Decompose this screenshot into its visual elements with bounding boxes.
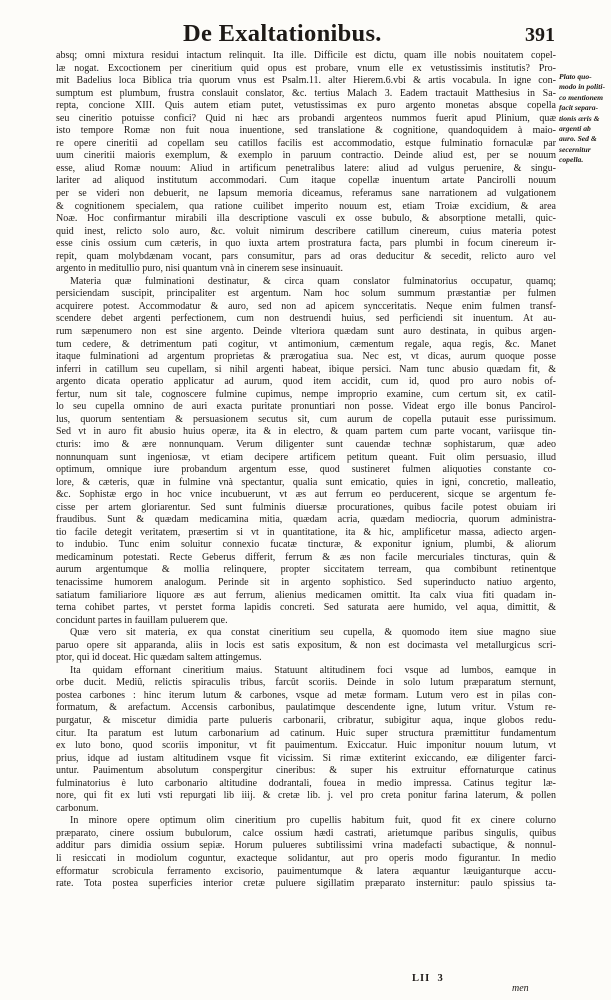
body-text-column	[56, 50, 556, 891]
text-line: re opere cineritii ad copellam seu catillos facilis est accommodatio, estque fulminatio fornaculæ par	[56, 137, 556, 149]
text-line: argento in meditullio puro, nisi quantum vnà in cinerem sese insinuauit.	[56, 263, 343, 275]
text-line: persiciendam suscipit, principaliter est argentum. Nam hoc solum summum præstantiæ per fulmen	[56, 288, 556, 300]
text-line: prius, idque ad iustam altitudinem vsque fit vicissim. Si rimæ extiterint exiccando, eæ diligenter farci-	[56, 752, 556, 764]
margin-note-line: co mentionem	[559, 92, 604, 102]
margin-note-line: modo in politi-	[559, 82, 605, 92]
text-line: Ita quidam effornant cineritium maius. Statuunt altitudinem foci vsque ad lumbos, eamque in	[70, 664, 556, 676]
text-line: fertur, num sit tale, cognoscere fulmine cupimus, nempe improprio examine, cum certum sit, ex catil-	[56, 388, 556, 400]
margin-note-line: secernitur	[559, 144, 591, 154]
text-line: optimum, omnique iure probandum argentum esse, quod sustineret fulmen aliquoties constante co-	[56, 464, 556, 476]
margin-note-line: auro. Sed &	[559, 134, 597, 144]
text-line: postea carbones : hinc iterum lutum & carbones, vsque ad metæ formam. Lutum vero est in pilas con-	[56, 689, 556, 701]
signature-mark	[412, 973, 444, 985]
text-line: concidunt partes in fauillam puluerem que.	[56, 614, 228, 626]
text-line: lore, & cæteris, quæ in fulmine vnà spectantur, qualia sunt emicatio, quies in igni, concretio, malleatio,	[56, 476, 556, 488]
text-line: Quæ vero sit materia, ex qua constat cineritium seu cupella, & quomodo item siue magno siue	[70, 627, 556, 639]
signature-number: 3	[437, 973, 444, 984]
text-line: esse, aliud Romæ nouum: Aliud in artificum penetralibus latere: aliud ad vulgus peruenire, & singu-	[56, 162, 556, 174]
text-line: acquirere potest. Accommodatur & auro, sed non ad apicem syncceritatis. Neque enim fulmen transf-	[56, 300, 556, 312]
page-number: 391	[525, 24, 555, 46]
page-title: De Exaltationibus.	[183, 20, 382, 47]
text-line: lariter ad aliquod institutum accommodari. Cum itaque copellæ inuentum artate Pancirolli nouum	[56, 175, 556, 187]
text-line: repit, quam molybdænam vocant, pars consumitur, pars ad oras deducitur & secedit, relicto auro vel	[56, 250, 556, 262]
text-line: per se videri non debuerit, ne Iapsum memoria diceamus, referamus sane narrationem ad vulgationem	[56, 188, 556, 200]
text-line: nonnunquam sunt ingeniosæ, vt etiam decipere artificem petitum queant. Fuit olim persuasio, illud	[56, 451, 556, 463]
text-line: lus, quorum sententiam & persuasionem secutus sit, cum aurum de copella putauit esse purissimum.	[56, 413, 556, 425]
text-line: esse cinis ossium cum cæteris, in quo iuxta artem prostratura facta, pars plumbi in focum cinereum ir-	[56, 238, 556, 250]
margin-note-line: Plato quo-	[559, 72, 592, 81]
text-line: tio facile detegit veritatem, præsertim si vt in quantitatione, ita & hic, amplificetur massa, adiecto argen-	[56, 526, 556, 538]
text-line: læ nogat. Excoctionem per cineritium quid opus est probare, vnum elle ex vetustissimis institutis? Pro-	[56, 62, 556, 74]
text-line: Noæ. Hoc confirmantur mirabili illa descriptione vasculi ex osse bubulo, & absorptione metalli, quic-	[56, 213, 556, 225]
text-line: fulminatorius è luto carbonario altitudine dodrantali, fouea in medio impressa. Catinus tegitur læ-	[56, 777, 556, 789]
margin-note-line: argenti ab	[559, 124, 591, 134]
text-line: & cognitionem specialem, qua ratione cuilibet imperito nouum est, etiam Troiæ excidium, & area	[56, 200, 556, 212]
text-line: In minore opere optimum olim cineritium pro cupellis habitum fuit, quod fit ex cinere colurno	[70, 815, 556, 827]
text-line: &c. Sophistæ ergo in hoc vnice incubuerunt, vt æs aut ferrum eo perducerent, sicque se argentum fe-	[56, 489, 556, 501]
text-line: tum cedere, & detrimentum pati cogitur, vt antimonium, cæmentum regale, aqua regis, &c. Manet	[56, 338, 556, 350]
text-line: seu cineritio potuisse confici? Quid ni hæc ars probandi argenteos nummos fuerit apud Plinium, quæ	[56, 112, 556, 124]
text-line: nore, qui fit ex luti vsti repurgati lib iiij. & cretæ lib. j. vel pro creta ponitur farina laterum, & pollen	[56, 790, 556, 802]
text-line: medicaminum potestati. Recte Geberus differit, ferrum & æs non facile mercuriales tincturas, quin &	[56, 551, 556, 563]
text-line: purgatur, & miscetur dimidia parte pulueris carbonarii, cribratur, subigitur aqua, inque globos redu-	[56, 714, 556, 726]
text-line: carbonum.	[56, 802, 99, 814]
text-line: fraudibus. Sunt & quædam medicamina mitia, quædam acria, quædam mediocria, quorum administra-	[56, 514, 556, 526]
margin-note	[559, 72, 609, 166]
text-line: rum sæpenumero non est sine argento. Deinde vlteriora quædam sunt auro destinata, in quibus argen-	[56, 326, 556, 338]
running-head	[0, 14, 611, 48]
text-line: tenacissime humorem analogum. Perinde sit in argento sophistico. Sed superinducto natiuo argento,	[56, 576, 556, 588]
text-line: mit Badelius loca Biblica tria quorum vnus est Psalm.11. alter Hierem.6.vbi & artis vocabula. In igne con-	[56, 75, 556, 87]
text-line: ptor, qui id doceat. Hic quædam saltem attingemus.	[56, 652, 262, 664]
text-line: orbe ducit. Mediû, relictis spiraculis tribus, farcût scoriis. Deinde in solo lutum præparatum sternunt,	[56, 677, 556, 689]
text-line: cisse per artem gloriarentur. Sed sunt fulminis diuersæ procurationes, quibus facile potest obuiam iri	[56, 501, 556, 513]
text-line: præparato, cinere ossium bubulorum, calce ossium hædi castrati, arietumque paribus singulis, quibus	[56, 827, 556, 839]
text-line: uum cineritii maioris exemplum, & exemplo in paruum contractio. Deinde aliud est, per se nouum	[56, 150, 556, 162]
text-line: ex luto bono, quod scoriis imponitur, vt fit pauimentum. Exiccatur. Huic imponitur nouum lutum, vt	[56, 740, 556, 752]
margin-note-line: copella.	[559, 155, 584, 165]
text-line: rate. Tota postea superficies interior cretæ puluere sigillatim præparato insternitur: paulo spissius ta-	[56, 878, 556, 890]
text-line: itaque fulminationi ad argentum proprietas & prærogatiua sua. Nec est, vt dicas, aurum quoque posse	[56, 351, 556, 363]
text-line: scendere debet argenti perfectionem, cum non destruendi huius, sed perficiendi sit inuentum. At au-	[56, 313, 556, 325]
text-line: paruo opere sit apparanda, aliis in locis est satis expositum, & non est docimasta vel metallurgicus scri-	[56, 639, 556, 651]
text-line: to indubio. Tunc enim soluitur connexio fucatæ tincturæ, & exponitur ignium, plumbi, & aliorum	[56, 539, 556, 551]
signature-letters: LII	[412, 973, 431, 984]
text-line: Sed vt in auro fit abusio huius operæ, ita & in electro, & quam partem cum parte vocant, variisque tin-	[56, 426, 556, 438]
text-line: isto tempore Romæ non fuit noua inuentione, sed translatione & cognitione, quandoquidem à maio-	[56, 125, 556, 137]
catchword: men	[512, 983, 529, 994]
text-line: citur. Ita paratum est lutum carbonarium ad catinum. Huic super structura præmittitur fundamentum	[56, 727, 556, 739]
text-line: inferri in catillum seu cupellam, si nihil argenti habeat, ibique persici. Nam tunc abusio quædam fit, &	[56, 363, 556, 375]
text-line: untur. Pauimentum absolutum conspergitur cineribus: & super his extruitur effornaturque catinus	[56, 765, 556, 777]
text-line: repta, concione XIII. Quis autem etiam putet, vetustissimas ex puro argento monetas absque copella	[56, 100, 556, 112]
text-line: li resiccati in modiolum coguntur, exacteque solidantur, aut pro operis modo figurantur. In medio	[56, 853, 556, 864]
text-line: quid inest, relicto solo auro, &c. voluit nimirum describere catillum cinereum, cuius materia potest	[56, 225, 556, 237]
text-line: formatum, & arefactum. Accensis carbonibus, paulatimque descendente igne, lutum vritur. Vstum re-	[56, 702, 556, 714]
text-line: additur pars dimidia ossium sepiæ. Horum pulueres subtilissimi vrina madefacti subactique, & nonnul-	[56, 840, 556, 852]
text-line: Materia quæ fulminationi destinatur, & circa quam conslator fulminatorius occupatur, quamq;	[70, 275, 556, 287]
text-line: efformatur scrobicula ferramento excisorio, pauimentumque & latera æquantur læuiganturque accu-	[56, 865, 556, 877]
margin-note-line: facit separa-	[559, 103, 599, 113]
text-line: absq; omni mixtura residui intactum relinquit. Ita ille. Difficile est dictu, quam ille nobis nouitatem copel-	[56, 50, 556, 61]
text-line: cturis: imo & ære nonnunquam. Verum diligenter sunt cauendæ technæ sophistarum, quæ adeo	[56, 438, 556, 450]
text-line: sumptum est plumbum, frustra conslauit conslator, &c. tertius Malach 3. Eadem tractauit Matthesius in Sa-	[56, 87, 556, 99]
text-line: argento dicata operatio applicatur ad aurum, quod item accidit, cum id, quod pro auro nobis of-	[56, 376, 556, 388]
margin-note-line: tionis æris &	[559, 113, 600, 123]
text-line: terna cohibet partes, vt perstet forma lapidis concreti. Sed saturata aere humido, vel aqua, dimittit, &	[56, 602, 556, 614]
text-line: satiatum familiariore liquore æs aut ferrum, alienius medicamen omittit. Ita calx viua fiti quadam in-	[56, 589, 556, 601]
text-line: aurum argentumque & mollia relinquere, propter siccitatem terream, qua combibunt retinentque	[56, 564, 556, 576]
text-line: lo seu cupella omnino de auri exacta puritate pronuntiari non posse. Videat ergo ille bonus Pancirol-	[56, 401, 556, 413]
